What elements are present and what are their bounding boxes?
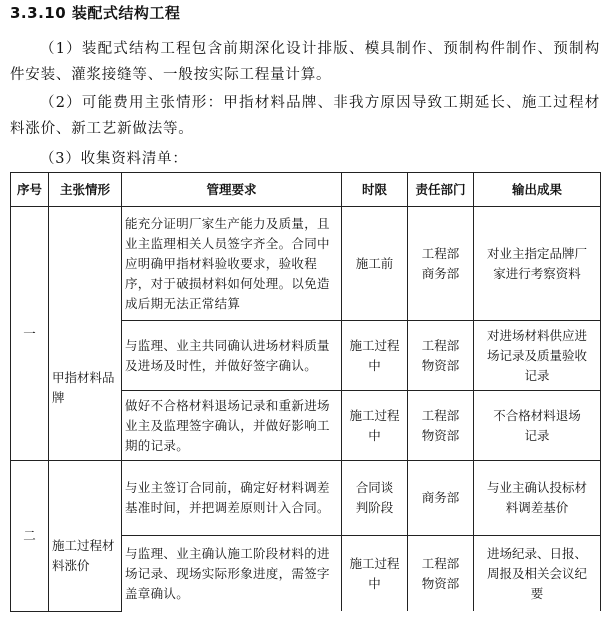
header-claim-type: 主张情形 xyxy=(49,173,122,207)
cell-department: 工程部 商务部 xyxy=(408,207,474,321)
cell-output: 进场纪录、日报、周报及相关会议纪要 xyxy=(474,536,601,612)
cell-output: 对进场材料供应进场记录及质量验收记录 xyxy=(474,321,601,391)
cell-deadline: 施工过程中 xyxy=(342,321,408,391)
cell-department: 工程部 物资部 xyxy=(408,321,474,391)
cell-requirement: 与监理、业主共同确认进场材料质量及进场及时性，并做好签字确认。 xyxy=(122,321,342,391)
paragraph-scope: （1）装配式结构工程包含前期深化设计排版、模具制作、预制构件制作、预制构件安装、灌浆接缝等、一般按实际工程量计算。 xyxy=(10,41,600,83)
cell-deadline: 合同谈判阶段 xyxy=(342,461,408,536)
header-output: 输出成果 xyxy=(474,173,601,207)
group-claim-type xyxy=(49,207,122,461)
cell-deadline: 施工过程中 xyxy=(342,391,408,461)
cell-department: 工程部 物资部 xyxy=(408,536,474,612)
paragraph-claim-cases: （2）可能费用主张情形：甲指材料品牌、非我方原因导致工期延长、施工过程材料涨价、新工艺新做法等。 xyxy=(10,95,600,137)
cell-output: 不合格材料退场记录 xyxy=(474,391,601,461)
table-row xyxy=(11,207,601,321)
cell-output: 对业主指定品牌厂家进行考察资料 xyxy=(474,207,601,321)
table-header-row xyxy=(11,173,601,207)
cell-requirement: 能充分证明厂家生产能力及质量，且业主监理相关人员签字齐全。合同中应明确甲指材料验收要求，验收程序，对于破损材料如何处理。以免造成后期无法正常结算 xyxy=(122,207,342,321)
group-claim-type xyxy=(49,461,122,612)
header-deadline: 时限 xyxy=(342,173,408,207)
group-index: 一 xyxy=(11,207,49,461)
cell-deadline: 施工过程中 xyxy=(342,536,408,612)
header-index: 序号 xyxy=(11,173,49,207)
header-department: 责任部门 xyxy=(408,173,474,207)
cell-output: 与业主确认投标材料调差基价 xyxy=(474,461,601,536)
header-requirement: 管理要求 xyxy=(122,173,342,207)
cell-requirement: 与监理、业主确认施工阶段材料的进场记录、现场实际形象进度，需签字盖章确认。 xyxy=(122,536,342,612)
paragraph-checklist-intro: （3）收集资料清单： xyxy=(40,151,188,167)
group-index: 二 xyxy=(11,461,49,612)
cell-department: 商务部 xyxy=(408,461,474,536)
section-title: 3.3.10 装配式结构工程 xyxy=(10,4,181,22)
cell-department: 工程部 物资部 xyxy=(408,391,474,461)
cell-deadline: 施工前 xyxy=(342,207,408,321)
claim-type-label: 施工过程材料涨价 xyxy=(52,537,115,573)
checklist-table xyxy=(10,172,601,612)
cell-requirement: 做好不合格材料退场记录和重新进场业主及监理签字确认，并做好影响工期的记录。 xyxy=(122,391,342,461)
claim-type-label: 甲指材料品牌 xyxy=(52,369,115,405)
cell-requirement: 与业主签订合同前，确定好材料调差基准时间，并把调差原则计入合同。 xyxy=(122,461,342,536)
table-row xyxy=(11,461,601,536)
